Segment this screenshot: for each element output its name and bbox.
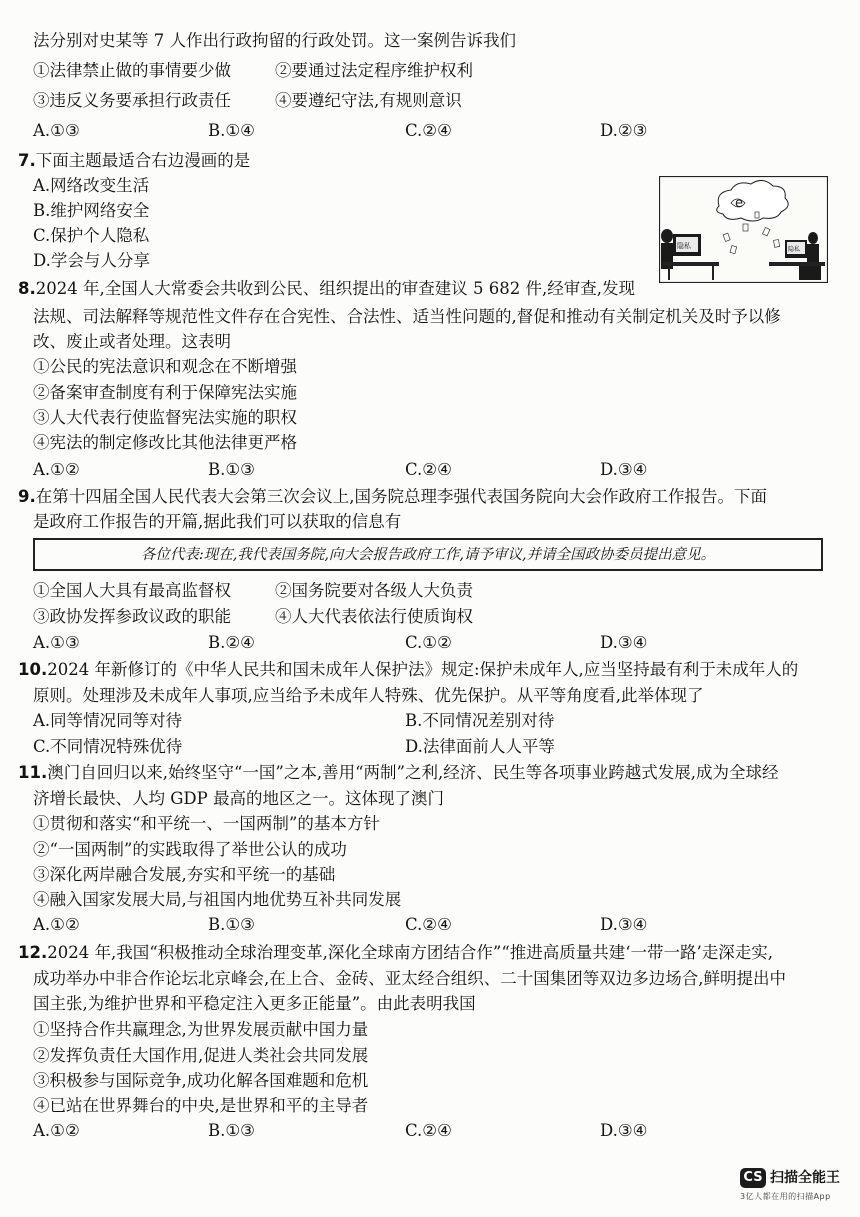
q8-option-d: D.③④	[600, 460, 648, 479]
q10-question-line-1	[18, 659, 798, 681]
cartoon-label-left: 隐私	[677, 242, 691, 250]
q9-item-4: ④人大代表依法行使质询权	[275, 607, 473, 626]
q7-option-c: C.保护个人隐私	[33, 226, 150, 245]
q6-option-b: B.①④	[208, 121, 255, 140]
q10-option-d: D.法律面前人人平等	[405, 737, 555, 756]
q8-number: 8.	[18, 279, 36, 298]
q11-item-1: ①贯彻和落实“和平统一、一国两制”的基本方针	[33, 814, 380, 833]
q6-option-c: C.②④	[405, 121, 452, 140]
q8-item-4: ④宪法的制定修改比其他法律更严格	[33, 433, 297, 452]
q8-item-2: ②备案审查制度有利于保障宪法实施	[33, 383, 297, 402]
q11-option-c: C.②④	[405, 915, 452, 934]
q9-item-3: ③政协发挥参政议政的职能	[33, 607, 231, 626]
q9-stem-1: 在第十四届全国人民代表大会第三次会议上,国务院总理李强代表国务院向大会作政府工作报告。下面	[35, 487, 767, 506]
q6-item-1: ①法律禁止做的事情要少做	[33, 61, 231, 80]
q11-item-3: ③深化两岸融合发展,夯实和平统一的基础	[33, 865, 336, 884]
q12-item-1: ①坚持合作共赢理念,为世界发展贡献中国力量	[33, 1020, 369, 1039]
q12-option-a: A.①②	[33, 1121, 80, 1140]
q7-stem: 下面主题最适合右边漫画的是	[35, 151, 251, 170]
q11-item-2: ②“一国两制”的实践取得了举世公认的成功	[33, 840, 347, 859]
q10-option-b: B.不同情况差别对待	[405, 711, 555, 730]
q11-item-4: ④融入国家发展大局,与祖国内地优势互补共同发展	[33, 890, 402, 909]
q12-option-d: D.③④	[600, 1121, 648, 1140]
q10-option-c: C.不同情况特殊优待	[33, 737, 183, 756]
q12-item-2: ②发挥负责任大国作用,促进人类社会共同发展	[33, 1046, 369, 1065]
q6-item-2: ②要通过法定程序维护权利	[275, 61, 473, 80]
q9-item-2: ②国务院要对各级人大负责	[275, 581, 473, 600]
cs-logo-icon: CS	[740, 1168, 766, 1188]
scanner-app-name: 扫描全能王	[770, 1170, 840, 1186]
q11-option-b: B.①③	[208, 915, 255, 934]
svg-text:e: e	[735, 196, 743, 211]
q12-number: 12.	[18, 943, 48, 962]
q10-stem-2: 原则。处理涉及未成年人事项,应当给予未成年人特殊、优先保护。从平等角度看,此举体现了	[33, 686, 704, 705]
q8-item-3: ③人大代表行使监督宪法实施的职权	[33, 408, 297, 427]
q12-item-3: ③积极参与国际竞争,成功化解各国难题和危机	[33, 1071, 369, 1090]
q8-stem-3: 改、废止或者处理。这表明	[33, 332, 231, 351]
q7-cartoon-image	[659, 176, 828, 283]
q11-number: 11.	[18, 763, 48, 782]
q8-option-c: C.②④	[405, 460, 452, 479]
q6-item-4: ④要遵纪守法,有规则意识	[275, 91, 462, 110]
q7-question	[18, 150, 250, 172]
q9-option-b: B.②④	[208, 633, 255, 652]
q9-question-line-1	[18, 486, 767, 508]
q6-option-d: D.②③	[600, 121, 648, 140]
q8-question-line-1	[18, 278, 635, 300]
q6-option-a: A.①③	[33, 121, 80, 140]
q8-stem-2: 法规、司法解释等规范性文件存在合宪性、合法性、适当性问题的,督促和推动有关制定机关及时予以修	[33, 307, 781, 326]
q6-stem: 法分别对史某等 7 人作出行政拘留的行政处罚。这一案例告诉我们	[33, 31, 516, 50]
q10-stem-1: 2024 年新修订的《中华人民共和国未成年人保护法》规定:保护未成年人,应当坚持最有利于未成年人的	[47, 660, 799, 679]
q7-option-b: B.维护网络安全	[33, 201, 150, 220]
q9-number: 9.	[18, 487, 36, 506]
cartoon-label-right: 隐私	[788, 246, 801, 253]
q11-question-line-1	[18, 762, 778, 784]
q10-option-a: A.同等情况同等对待	[33, 711, 183, 730]
q12-stem-2: 成功举办中非合作论坛北京峰会,在上合、金砖、亚太经合组织、二十国集团等双边多边场合,鲜明提出中	[33, 969, 786, 988]
q8-stem-1: 2024 年,全国人大常委会共收到公民、组织提出的审查建议 5 682 件,经审查,发现	[35, 279, 635, 298]
q8-item-1: ①公民的宪法意识和观念在不断增强	[33, 357, 297, 376]
q9-option-c: C.①②	[405, 633, 452, 652]
q9-item-1: ①全国人大具有最高监督权	[33, 581, 231, 600]
q6-item-3: ③违反义务要承担行政责任	[33, 91, 231, 110]
q9-option-a: A.①③	[33, 633, 80, 652]
q9-option-d: D.③④	[600, 633, 648, 652]
q12-item-4: ④已站在世界舞台的中央,是世界和平的主导者	[33, 1096, 369, 1115]
q7-option-d: D.学会与人分享	[33, 251, 150, 270]
q9-quote-box: 各位代表:现在,我代表国务院,向大会报告政府工作,请予审议,并请全国政协委员提出意见。	[33, 538, 823, 571]
q11-stem-2: 济增长最快、人均 GDP 最高的地区之一。这体现了澳门	[33, 789, 445, 808]
q7-option-a: A.网络改变生活	[33, 176, 150, 195]
q7-number: 7.	[18, 151, 36, 170]
q9-stem-2: 是政府工作报告的开篇,据此我们可以获取的信息有	[33, 512, 402, 531]
q10-number: 10.	[18, 660, 48, 679]
q11-option-a: A.①②	[33, 915, 80, 934]
q12-question-line-1	[18, 942, 773, 964]
q11-stem-1: 澳门自回归以来,始终坚守“一国”之本,善用“两制”之利,经济、民生等各项事业跨越式发展,成为全球经	[47, 763, 779, 782]
scanner-watermark	[740, 1167, 840, 1207]
scanner-tagline: 3亿人都在用的扫描App	[740, 1192, 831, 1201]
q11-option-d: D.③④	[600, 915, 648, 934]
q12-stem-1: 2024 年,我国“积极推动全球治理变革,深化全球南方团结合作”“推进高质量共建‘一带一路’走深走实,	[47, 943, 774, 962]
q12-stem-3: 国主张,为维护世界和平稳定注入更多正能量”。由此表明我国	[33, 994, 476, 1013]
q12-option-c: C.②④	[405, 1121, 452, 1140]
q8-option-b: B.①③	[208, 460, 255, 479]
q8-option-a: A.①②	[33, 460, 80, 479]
q12-option-b: B.①③	[208, 1121, 255, 1140]
